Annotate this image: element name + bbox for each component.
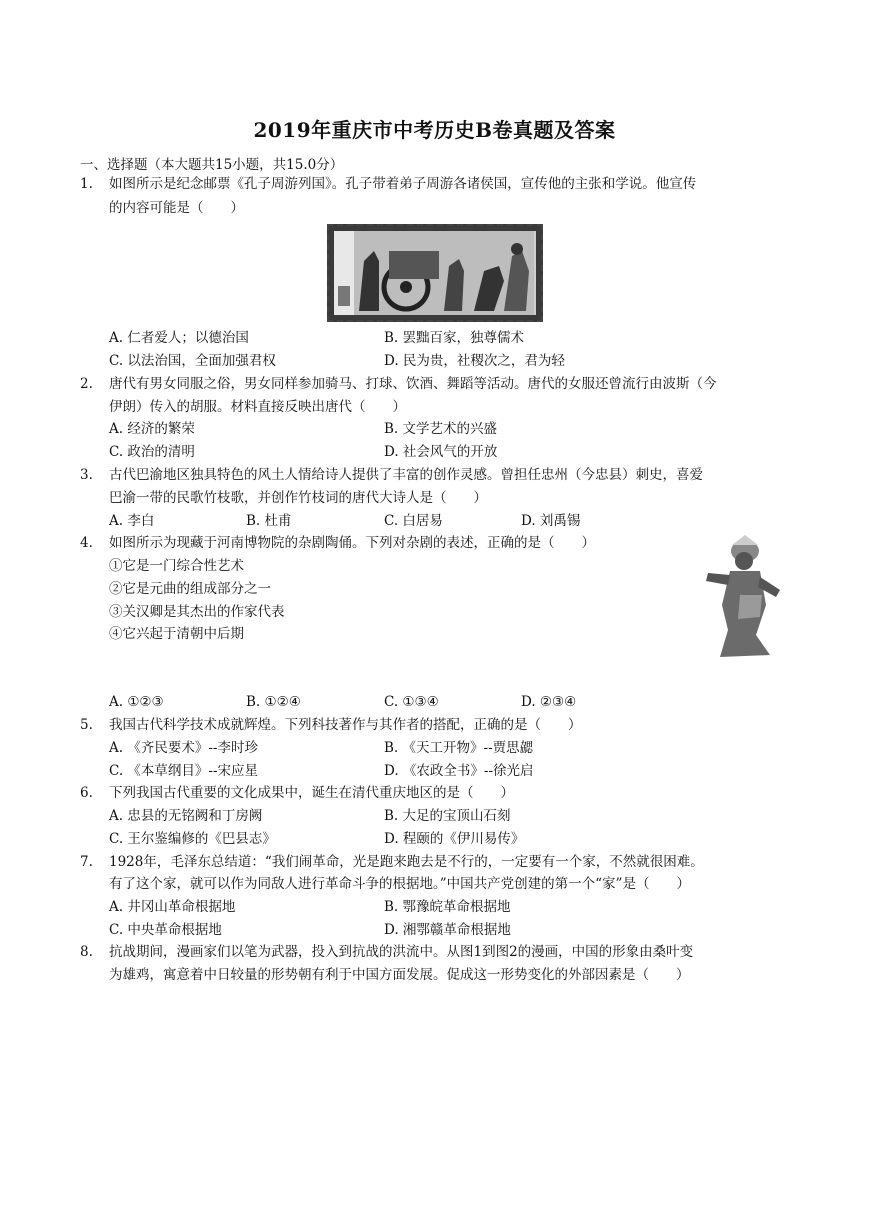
question-4-statement: ②它是元曲的组成部分之一 xyxy=(109,581,271,597)
question-6-option-d: D. 程颐的《伊川易传》 xyxy=(384,831,525,847)
question-5-number: 5. xyxy=(80,717,93,733)
question-5-option-d: D. 《农政全书》--徐光启 xyxy=(384,763,534,779)
question-4-statement: ①它是一门综合性艺术 xyxy=(109,558,244,574)
question-2-option-a: A. 经济的繁荣 xyxy=(109,421,195,437)
question-7-text: 1928年，毛泽东总结道：“我们闹革命，光是跑来跑去是不行的，一定要有一个家，不然就很困难。 xyxy=(109,854,704,870)
question-3-option-a: A. 李白 xyxy=(109,513,155,529)
question-6-number: 6. xyxy=(80,785,93,801)
question-5-option-c: C. 《本草纲目》--宋应星 xyxy=(109,763,259,779)
stamp-image xyxy=(327,224,543,322)
question-5-text: 我国古代科学技术成就辉煌。下列科技著作与其作者的搭配，正确的是（ ） xyxy=(109,717,582,733)
question-5-option-a: A. 《齐民要术》--李时珍 xyxy=(109,740,258,756)
section-heading: 一、选择题（本大题共15小题，共15.0分） xyxy=(80,157,344,173)
figurine-image xyxy=(700,535,790,660)
question-1-number: 1. xyxy=(80,176,93,192)
question-4-option-a: A. ①②③ xyxy=(109,694,164,710)
question-1-option-b: B. 罢黜百家，独尊儒术 xyxy=(384,330,525,346)
question-8-text: 为雄鸡，寓意着中日较量的形势朝有利于中国方面发展。促成这一形势变化的外部因素是（ ） xyxy=(109,967,690,983)
question-7-text: 有了这个家，就可以作为同敌人进行革命斗争的根据地。”中国共产党创建的第一个“家”是（ ） xyxy=(109,876,690,892)
question-7-option-c: C. 中央革命根据地 xyxy=(109,922,222,938)
question-1-option-c: C. 以法治国，全面加强君权 xyxy=(109,353,276,369)
question-3-option-c: C. 白居易 xyxy=(384,513,443,529)
question-3-option-d: D. 刘禹锡 xyxy=(521,513,581,529)
question-4-statement: ④它兴起于清朝中后期 xyxy=(109,626,244,642)
question-7-option-a: A. 井冈山革命根据地 xyxy=(109,899,236,915)
question-6-option-c: C. 王尔鉴编修的《巴县志》 xyxy=(109,831,276,847)
question-3-number: 3. xyxy=(80,467,93,483)
question-6-option-b: B. 大足的宝顶山石刻 xyxy=(384,808,511,824)
question-8-text: 抗战期间，漫画家们以笔为武器，投入到抗战的洪流中。从图1到图2的漫画，中国的形象由桑叶变 xyxy=(109,944,694,960)
question-1-text: 如图所示是纪念邮票《孔子周游列国》。孔子带着弟子周游各诸侯国，宣传他的主张和学说。他宣传 xyxy=(109,176,697,192)
question-4-number: 4. xyxy=(80,535,93,551)
question-4-option-c: C. ①③④ xyxy=(384,694,439,710)
question-1-option-d: D. 民为贵，社稷次之，君为轻 xyxy=(384,353,565,369)
question-4-statement: ③关汉卿是其杰出的作家代表 xyxy=(109,604,285,620)
question-2-text: 唐代有男女同服之俗，男女同样参加骑马、打球、饮酒、舞蹈等活动。唐代的女服还曾流行由波斯（今 xyxy=(109,376,717,392)
question-7-option-b: B. 鄂豫皖革命根据地 xyxy=(384,899,511,915)
question-3-option-b: B. 杜甫 xyxy=(246,513,292,529)
question-1-option-a: A. 仁者爱人；以德治国 xyxy=(109,330,249,346)
question-2-text: 伊朗）传入的胡服。材料直接反映出唐代（ ） xyxy=(109,399,406,415)
question-2-option-c: C. 政治的清明 xyxy=(109,444,195,460)
question-5-option-b: B. 《天工开物》--贾思勰 xyxy=(384,740,534,756)
question-3-text: 巴渝一带的民歌竹枝歌，并创作竹枝词的唐代大诗人是（ ） xyxy=(109,490,487,506)
question-7-option-d: D. 湘鄂赣革命根据地 xyxy=(384,922,511,938)
question-4-option-b: B. ①②④ xyxy=(246,694,301,710)
question-4-text: 如图所示为现藏于河南博物院的杂剧陶俑。下列对杂剧的表述，正确的是（ ） xyxy=(109,535,595,551)
question-1-text: 的内容可能是（ ） xyxy=(109,200,244,216)
question-7-number: 7. xyxy=(80,854,93,870)
page-title: 2019年重庆市中考历史B卷真题及答案 xyxy=(253,118,616,142)
question-8-number: 8. xyxy=(80,944,93,960)
question-2-option-d: D. 社会风气的开放 xyxy=(384,444,498,460)
question-6-text: 下列我国古代重要的文化成果中，诞生在清代重庆地区的是（ ） xyxy=(109,785,514,801)
question-4-option-d: D. ②③④ xyxy=(521,694,577,710)
question-3-text: 古代巴渝地区独具特色的风土人情给诗人提供了丰富的创作灵感。曾担任忠州（今忠县）刺史，喜爱 xyxy=(109,467,703,483)
question-2-number: 2. xyxy=(80,376,93,392)
question-6-option-a: A. 忠县的无铭阙和丁房阙 xyxy=(109,808,263,824)
question-2-option-b: B. 文学艺术的兴盛 xyxy=(384,421,498,437)
